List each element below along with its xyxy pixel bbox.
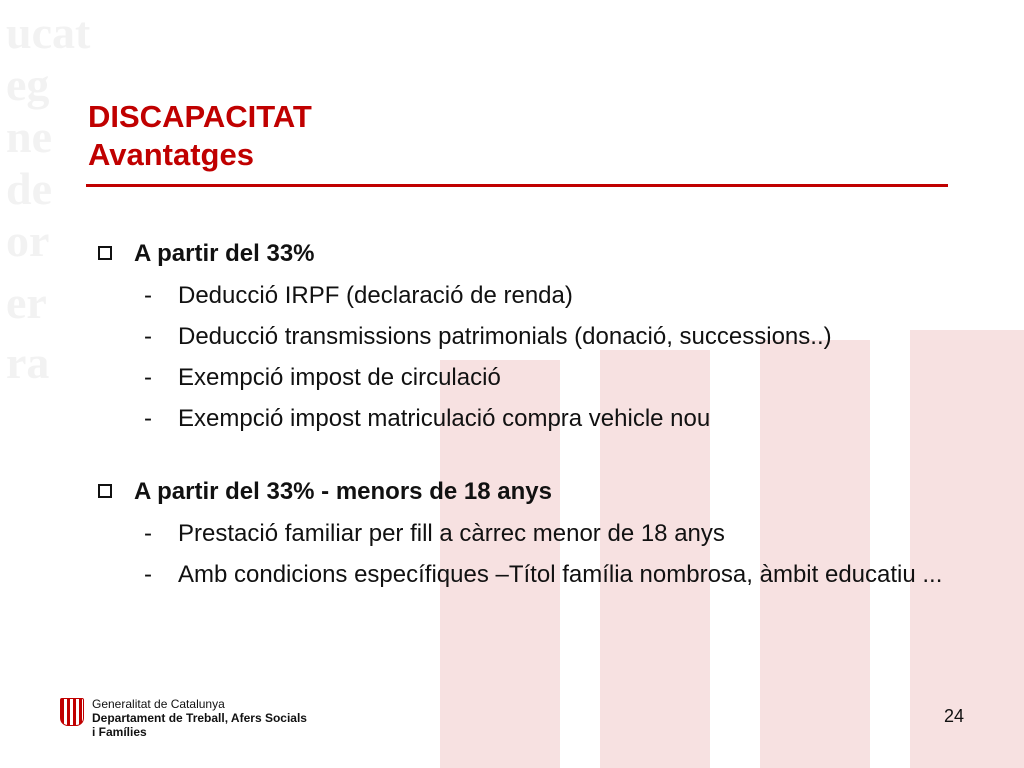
dash-marker: - xyxy=(144,561,152,588)
checkbox-square-icon xyxy=(98,484,112,498)
list-item-text: Exempció impost matriculació compra vehicle nou xyxy=(178,405,711,432)
bullet-section xyxy=(96,474,976,592)
bullet-section xyxy=(96,236,976,436)
list-item-text: Amb condicions específiques –Títol família nombrosa, àmbit educatiu ... xyxy=(178,561,943,588)
bullet-heading xyxy=(96,474,976,510)
footer-branding xyxy=(60,697,307,739)
generalitat-logo-icon xyxy=(60,698,84,726)
footer-text xyxy=(92,697,307,739)
list-item xyxy=(96,320,976,354)
bullet-heading-text: A partir del 33% xyxy=(134,240,315,267)
slide-title-line1: DISCAPACITAT xyxy=(88,99,312,134)
list-item xyxy=(96,361,976,395)
sub-list xyxy=(96,279,976,436)
footer-line3: i Famílies xyxy=(92,725,147,739)
title-divider xyxy=(86,184,948,187)
list-item xyxy=(96,402,976,436)
page-number: 24 xyxy=(943,706,964,726)
footer-line1: Generalitat de Catalunya xyxy=(92,697,225,711)
list-item-text: Exempció impost de circulació xyxy=(178,364,501,391)
dash-marker: - xyxy=(144,323,152,350)
slide-title xyxy=(88,98,312,174)
dash-marker: - xyxy=(144,520,152,547)
checkbox-square-icon xyxy=(98,246,112,260)
list-item xyxy=(96,558,976,592)
dash-marker: - xyxy=(144,282,152,309)
slide-title-line2: Avantatges xyxy=(88,137,254,172)
sub-list xyxy=(96,517,976,592)
list-item-text: Deducció transmissions patrimonials (donació, successions..) xyxy=(178,323,832,350)
bullet-heading xyxy=(96,236,976,272)
footer-line2: Departament de Treball, Afers Socials xyxy=(92,711,307,725)
list-item xyxy=(96,517,976,551)
list-item-text: Prestació familiar per fill a càrrec menor de 18 anys xyxy=(178,520,725,547)
list-item-text: Deducció IRPF (declaració de renda) xyxy=(178,282,573,309)
dash-marker: - xyxy=(144,405,152,432)
list-item xyxy=(96,279,976,313)
slide-content xyxy=(96,236,976,592)
bullet-heading-text: A partir del 33% - menors de 18 anys xyxy=(134,478,552,505)
background-watermark-left: ucat eg ne de or er ra xyxy=(6,7,91,388)
dash-marker: - xyxy=(144,364,152,391)
